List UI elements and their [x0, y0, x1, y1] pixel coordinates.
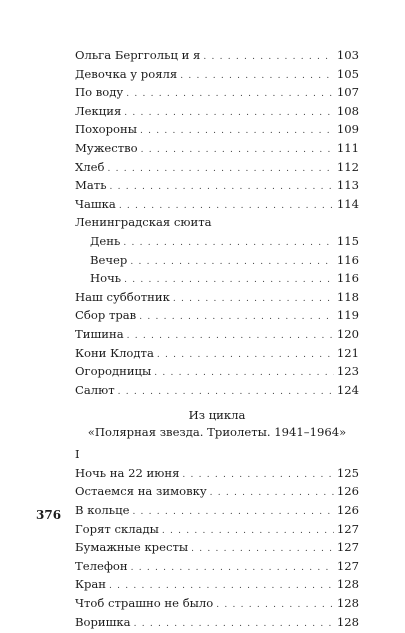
toc-title: Тишина — [75, 326, 124, 341]
toc-title: В кольце — [75, 503, 130, 518]
toc-row-sub[interactable] — [75, 232, 359, 251]
dot-leader — [203, 48, 334, 67]
toc-group-b — [75, 288, 359, 400]
toc-page-number: 111 — [336, 140, 359, 155]
dot-leader — [110, 178, 334, 197]
toc-title: Ночь — [90, 271, 122, 286]
toc-group-c — [75, 464, 359, 631]
toc-page-number: 113 — [336, 178, 359, 193]
toc-row[interactable] — [75, 575, 359, 594]
toc-page-number: 127 — [336, 521, 359, 536]
toc-page-number: 125 — [336, 465, 359, 480]
dot-leader — [210, 484, 334, 503]
toc-row[interactable] — [75, 613, 359, 632]
toc-page-number: 116 — [336, 252, 359, 267]
dot-leader — [216, 596, 334, 615]
toc-row[interactable] — [75, 139, 359, 158]
toc-page-number: 128 — [336, 596, 359, 611]
toc-page-number: 112 — [336, 159, 359, 174]
toc-title: Наш субботник — [75, 289, 170, 304]
toc-title: Телефон — [75, 558, 128, 573]
toc-title: По воду — [75, 85, 124, 100]
toc-row[interactable] — [75, 46, 359, 65]
toc-row[interactable] — [75, 325, 359, 344]
toc-row[interactable] — [75, 520, 359, 539]
toc-page-number: 119 — [336, 308, 359, 323]
cycle-heading-line1: Из цикла — [188, 408, 246, 423]
toc-page-number: 114 — [336, 196, 359, 211]
toc-row[interactable] — [75, 102, 359, 121]
toc-title: Сбор трав — [75, 308, 137, 323]
toc-title: Ольга Берггольц и я — [75, 48, 201, 62]
toc-page-number: 128 — [336, 614, 359, 629]
toc-page-number: 126 — [336, 484, 359, 499]
table-of-contents — [75, 46, 359, 631]
toc-page-number: 127 — [336, 540, 359, 555]
dot-leader — [157, 346, 334, 365]
toc-row-sub[interactable] — [75, 251, 359, 270]
dot-leader — [140, 122, 334, 141]
toc-title: Воришка — [75, 614, 131, 629]
toc-title: Кони Клодта — [75, 345, 154, 360]
toc-title: Мужество — [75, 140, 138, 155]
toc-title: Бумажные кресты — [75, 540, 189, 555]
toc-page-number: 124 — [336, 382, 359, 397]
toc-row[interactable] — [75, 288, 359, 307]
toc-row[interactable] — [75, 120, 359, 139]
page-folio-number: 376 — [36, 508, 62, 522]
toc-page-number: 118 — [336, 289, 359, 304]
dot-leader — [126, 85, 334, 104]
toc-row[interactable] — [75, 158, 359, 177]
toc-title: Мать — [75, 178, 107, 193]
toc-title: День — [90, 233, 121, 248]
toc-title: Ночь на 22 июня — [75, 465, 180, 480]
cycle-heading-line2: «Полярная звезда. Триолеты. 1941–1964» — [87, 425, 347, 440]
toc-title: Лекция — [75, 103, 122, 118]
dot-leader — [130, 253, 334, 272]
dot-leader — [127, 327, 334, 346]
toc-row[interactable] — [75, 381, 359, 400]
toc-title: Кран — [75, 577, 107, 592]
toc-row[interactable] — [75, 482, 359, 501]
toc-row[interactable] — [75, 306, 359, 325]
toc-page-number: 115 — [336, 233, 359, 248]
dot-leader — [107, 160, 333, 179]
toc-row[interactable] — [75, 538, 359, 557]
toc-title: Огородницы — [75, 364, 152, 379]
toc-row[interactable] — [75, 362, 359, 381]
dot-leader — [139, 308, 334, 327]
toc-page-number: 103 — [336, 48, 359, 62]
toc-row[interactable] — [75, 65, 359, 84]
toc-group-a — [75, 46, 359, 213]
toc-row[interactable] — [75, 557, 359, 576]
dot-leader — [191, 540, 334, 559]
toc-row[interactable] — [75, 594, 359, 613]
toc-title: Девочка у рояля — [75, 66, 178, 81]
toc-page-number: 109 — [336, 122, 359, 137]
toc-page-number: 105 — [336, 66, 359, 81]
toc-row[interactable] — [75, 344, 359, 363]
dot-leader — [154, 364, 334, 383]
dot-leader — [124, 104, 334, 123]
toc-title: Чашка — [75, 196, 116, 211]
dot-leader — [134, 615, 334, 633]
toc-suite-heading — [75, 213, 359, 232]
toc-row[interactable] — [75, 464, 359, 483]
dot-leader — [132, 503, 333, 522]
toc-title: Похороны — [75, 122, 137, 137]
toc-row[interactable] — [75, 501, 359, 520]
toc-row[interactable] — [75, 83, 359, 102]
toc-title: Остаемся на зимовку — [75, 484, 207, 499]
toc-title: Ленинградская сюита — [75, 215, 212, 230]
toc-page-number: 120 — [336, 326, 359, 341]
toc-page-number: 126 — [336, 503, 359, 518]
toc-page-number: 107 — [336, 85, 359, 100]
toc-row[interactable] — [75, 176, 359, 195]
toc-title: Чтоб страшно не было — [75, 596, 214, 611]
dot-leader — [141, 141, 334, 160]
section-number: I — [75, 447, 80, 462]
toc-page-number: 128 — [336, 577, 359, 592]
toc-page-number: 127 — [336, 558, 359, 573]
toc-title: Горят склады — [75, 521, 159, 536]
toc-row[interactable] — [75, 195, 359, 214]
toc-page-number: 121 — [336, 345, 359, 360]
toc-title: Хлеб — [75, 159, 105, 174]
toc-row-sub[interactable] — [75, 269, 359, 288]
dot-leader — [173, 290, 334, 309]
dot-leader — [123, 234, 334, 253]
toc-title: Салют — [75, 382, 115, 397]
toc-page-number: 123 — [336, 364, 359, 379]
toc-page-number: 116 — [336, 271, 359, 286]
dot-leader — [131, 559, 334, 578]
toc-title: Вечер — [90, 252, 128, 267]
dot-leader — [118, 383, 334, 402]
dot-leader — [180, 67, 334, 86]
toc-page-number: 108 — [336, 103, 359, 118]
